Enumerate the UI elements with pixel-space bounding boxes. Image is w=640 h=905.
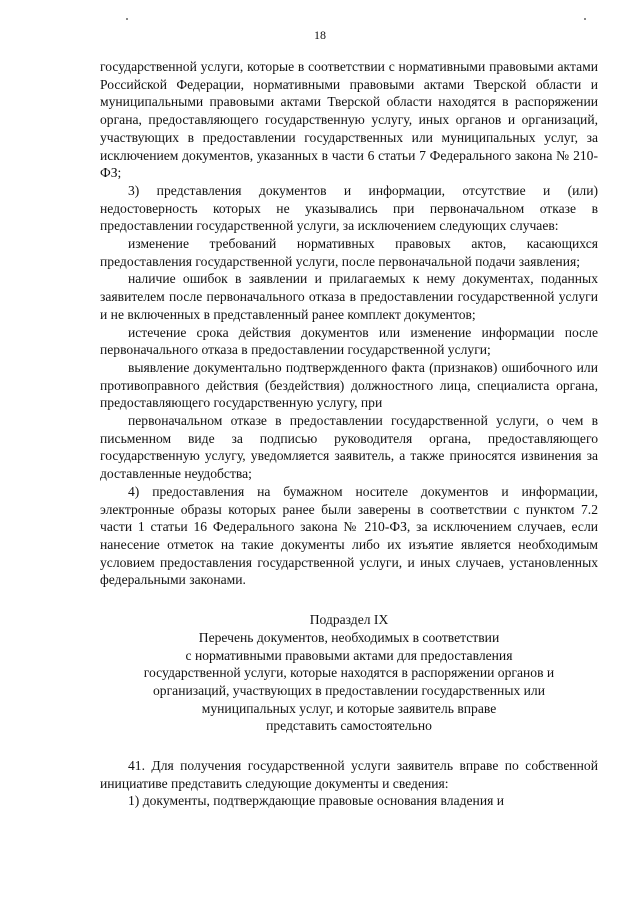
heading-line: государственной услуги, которые находятся в распоряжении органов и (143, 665, 555, 681)
paragraph: наличие ошибок в заявлении и прилагаемых к нему документах, поданных заявителем после первоначального отказа в предоставлении государственной услуги и не включенных в представленный ранее комплект документов; (100, 271, 598, 322)
paragraph: изменение требований нормативных правовых актов, касающихся предоставления государственной услуги, после первоначальной подачи заявления; (100, 236, 598, 269)
heading-line: Перечень документов, необходимых в соответствии (198, 629, 500, 645)
paragraph: 1) документы, подтверждающие правовые основания владения и (128, 793, 505, 809)
subsection-heading-text (100, 629, 598, 735)
heading-line: муниципальных услуг, и которые заявитель вправе (201, 700, 497, 716)
paragraph: 4) предоставления на бумажном носителе документов и информации, электронные образы которых ранее были заверены в соответствии с пунктом 7.2 части 1 статьи 16 Федерального закона № 210-ФЗ, за исключением случаев, если нанесение отметок на такие документы либо их изъятие является необходимым условием предоставления государственной услуги, и иных случаев, установленных федеральными законами. (100, 483, 598, 588)
subsection-title: Подраздел IX (309, 612, 389, 628)
paragraph: 41. Для получения государственной услуги заявитель вправе по собственной инициативе представить следующие документы и сведения: (100, 758, 598, 791)
document-body (100, 58, 598, 810)
heading-line: представить самостоятельно (266, 718, 432, 734)
paragraph: первоначальном отказе в предоставлении государственной услуги, о чем в письменном виде за подписью руководителя органа, предоставляющего государственную услугу, уведомляется заявитель, а также приносятся извинения за доставленные неудобства; (100, 413, 598, 482)
paragraph-block-top (100, 58, 598, 589)
page-number: 18 (314, 28, 326, 42)
paragraph: государственной услуги, которые в соответствии с нормативными правовыми актами Российской Федерации, нормативными правовыми актами Тверской области и муниципальными правовыми актами Тверской области находятся в распоряжении органа, предоставляющего государственную услугу, иных органов и организаций, участвующих в предоставлении государственных или муниципальных услуг, за исключением документов, указанных в части 6 статьи 7 Федерального закона № 210-ФЗ; (100, 59, 598, 181)
paragraph: 3) представления документов и информации, отсутствие и (или) недостоверность которых не указывались при первоначальном отказе в предоставлении государственной услуги, за исключением следующих случаев: (100, 182, 598, 234)
paragraph: выявление документально подтвержденного факта (признаков) ошибочного или противоправного действия (бездействия) должностного лица, специалиста органа, предоставляющего государственную услугу, при (100, 359, 598, 411)
scan-mark (126, 18, 128, 20)
subsection-heading (100, 611, 598, 735)
scan-mark (584, 18, 586, 20)
heading-line: организаций, участвующих в предоставлении государственных или (153, 682, 545, 698)
paragraph-block-bottom (100, 757, 598, 810)
heading-line: с нормативными правовыми актами для предоставления (185, 647, 513, 663)
paragraph: истечение срока действия документов или изменение информации после первоначального отказа в предоставлении государственной услуги; (100, 324, 598, 358)
